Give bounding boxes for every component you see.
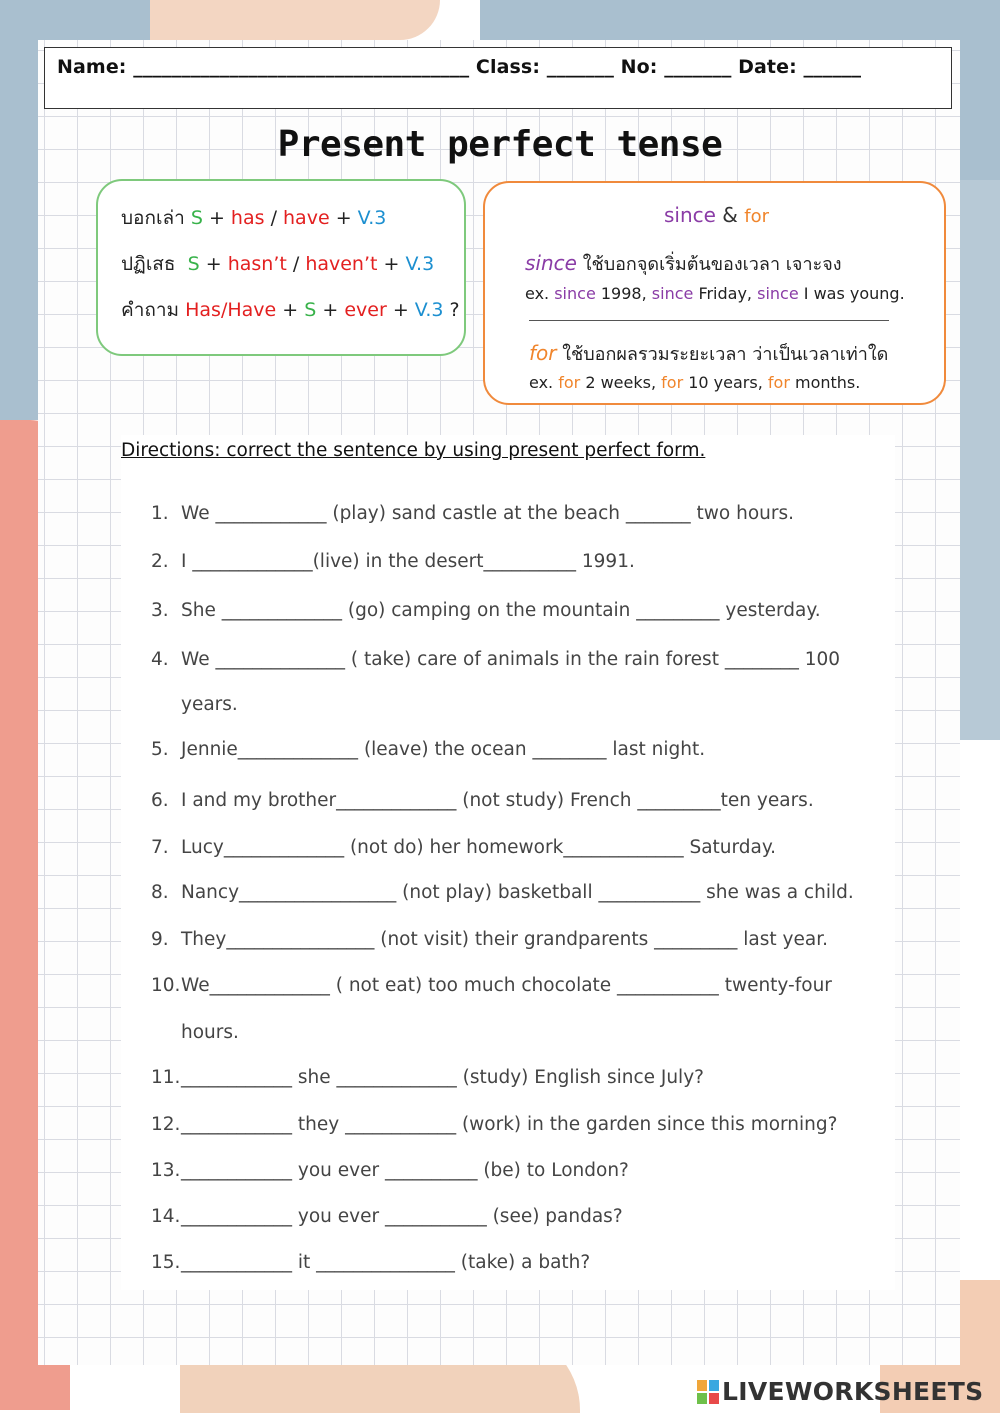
subject-mark: S [190, 207, 203, 229]
plus-sign: + [322, 299, 339, 321]
v3-word: V.3 [405, 253, 435, 275]
for-example-keyword: for [767, 373, 790, 392]
for-example-keyword: for [558, 373, 581, 392]
question-text[interactable]: ____________ you ever ___________ (see) pandas? [181, 1206, 623, 1227]
question-text[interactable]: ____________ you ever __________ (be) to London? [181, 1160, 629, 1181]
question-text[interactable]: ____________ they ____________ (work) in the garden since this morning? [181, 1114, 838, 1135]
question-text[interactable]: ____________ it _______________ (take) a bath? [181, 1252, 591, 1273]
negative-label: ปฏิเสธ [121, 253, 176, 275]
question-text[interactable]: We ______________ ( take) care of animals in the rain forest ________ 100 [181, 649, 841, 670]
question-text[interactable]: She _____________ (go) camping on the mountain _________ yesterday. [181, 600, 821, 621]
liveworksheets-logo-icon [697, 1380, 719, 1404]
logo-text: LIVEWORKSHEETS [722, 1377, 984, 1406]
ever-word: ever [344, 299, 387, 321]
question-continuation: years. [181, 694, 238, 715]
question-number: 12. [151, 1114, 181, 1135]
has-word: has [230, 207, 265, 229]
question-text[interactable]: Jennie_____________ (leave) the ocean ________ last night. [181, 739, 706, 760]
question-text[interactable]: Nancy_________________ (not play) basketball ___________ she was a child. [181, 882, 854, 903]
v3-word: V.3 [357, 207, 387, 229]
question-text[interactable]: I and my brother_____________ (not study) French _________ten years. [181, 790, 814, 811]
for-example-keyword: for [661, 373, 684, 392]
since-example-text: Friday, [698, 284, 753, 303]
hasnt-word: hasn’t [227, 253, 287, 275]
for-examples [529, 373, 860, 392]
title-for: for [744, 206, 770, 227]
for-example-text: 10 years, [688, 373, 763, 392]
since-for-divider [529, 320, 889, 321]
has-have-word: Has/Have [185, 299, 277, 321]
question-number: 10. [151, 975, 181, 996]
slash: / [292, 253, 300, 275]
title-since: since [663, 203, 716, 227]
question-text[interactable]: Lucy_____________ (not do) her homework_____________ Saturday. [181, 837, 777, 858]
question-number: 7. [151, 837, 169, 858]
plus-sign: + [208, 207, 225, 229]
since-example-keyword: since [757, 284, 799, 303]
for-description: ใช้บอกผลรวมระยะเวลา ว่าเป็นเวลาเท่าใด [562, 344, 889, 365]
example-label: ex. [529, 373, 554, 392]
grammar-structure-box [96, 179, 466, 356]
for-example-text: months. [794, 373, 861, 392]
since-for-title [485, 203, 948, 227]
v3-word: V.3 [414, 299, 444, 321]
question-number: 6. [151, 790, 169, 811]
student-info-box [44, 47, 952, 109]
have-word: have [283, 207, 330, 229]
since-word: since [525, 251, 577, 275]
question-text[interactable]: They________________ (not visit) their grandparents _________ last year. [181, 929, 828, 950]
plus-sign: + [392, 299, 409, 321]
question-label: คำถาม [121, 299, 180, 321]
since-example-text: I was young. [803, 284, 905, 303]
page-title: Present perfect tense [277, 124, 723, 165]
since-for-box [483, 181, 946, 405]
since-description: ใช้บอกจุดเริ่มต้นของเวลา เจาะจง [582, 254, 842, 275]
plus-sign: + [205, 253, 222, 275]
plus-sign: + [335, 207, 352, 229]
question-text[interactable]: I _____________(live) in the desert__________ 1991. [181, 551, 635, 572]
since-example-text: 1998, [600, 284, 647, 303]
question-number: 5. [151, 739, 169, 760]
title-ampersand: & [722, 203, 738, 227]
question-mark: ? [449, 299, 460, 321]
slash: / [270, 207, 277, 229]
question-number: 9. [151, 929, 169, 950]
question-number: 8. [151, 882, 169, 903]
question-rule [121, 295, 460, 325]
question-number: 14. [151, 1206, 181, 1227]
directions: Directions: correct the sentence by using present perfect form. [121, 440, 706, 461]
student-info-fields[interactable]: Name: ___________________________________ Class: _______ No: _______ Date: ______ [57, 56, 862, 78]
question-continuation: hours. [181, 1022, 239, 1043]
since-example-keyword: since [651, 284, 694, 303]
question-number: 2. [151, 551, 169, 572]
question-number: 11. [151, 1067, 181, 1088]
for-example-text: 2 weeks, [585, 373, 657, 392]
question-number: 15. [151, 1252, 181, 1273]
question-text[interactable]: We ____________ (play) sand castle at the beach _______ two hours. [181, 503, 795, 524]
bg-shape-top-peach [150, 0, 440, 40]
affirmative-label: บอกเล่า [121, 207, 185, 229]
question-number: 13. [151, 1160, 181, 1181]
question-number: 3. [151, 600, 169, 621]
negative-rule [121, 249, 434, 279]
example-label: ex. [525, 284, 550, 303]
for-word: for [529, 341, 557, 365]
question-text[interactable]: ____________ she _____________ (study) English since July? [181, 1067, 704, 1088]
question-number: 4. [151, 649, 169, 670]
for-rule [529, 339, 888, 368]
since-rule [525, 249, 842, 278]
question-number: 1. [151, 503, 169, 524]
affirmative-rule [121, 203, 386, 233]
havent-word: haven’t [305, 253, 378, 275]
subject-mark: S [187, 253, 200, 275]
since-examples [525, 284, 905, 303]
question-text[interactable]: We_____________ ( not eat) too much chocolate ___________ twenty-four [181, 975, 832, 996]
since-example-keyword: since [554, 284, 596, 303]
plus-sign: + [282, 299, 299, 321]
subject-mark: S [304, 299, 317, 321]
plus-sign: + [383, 253, 400, 275]
